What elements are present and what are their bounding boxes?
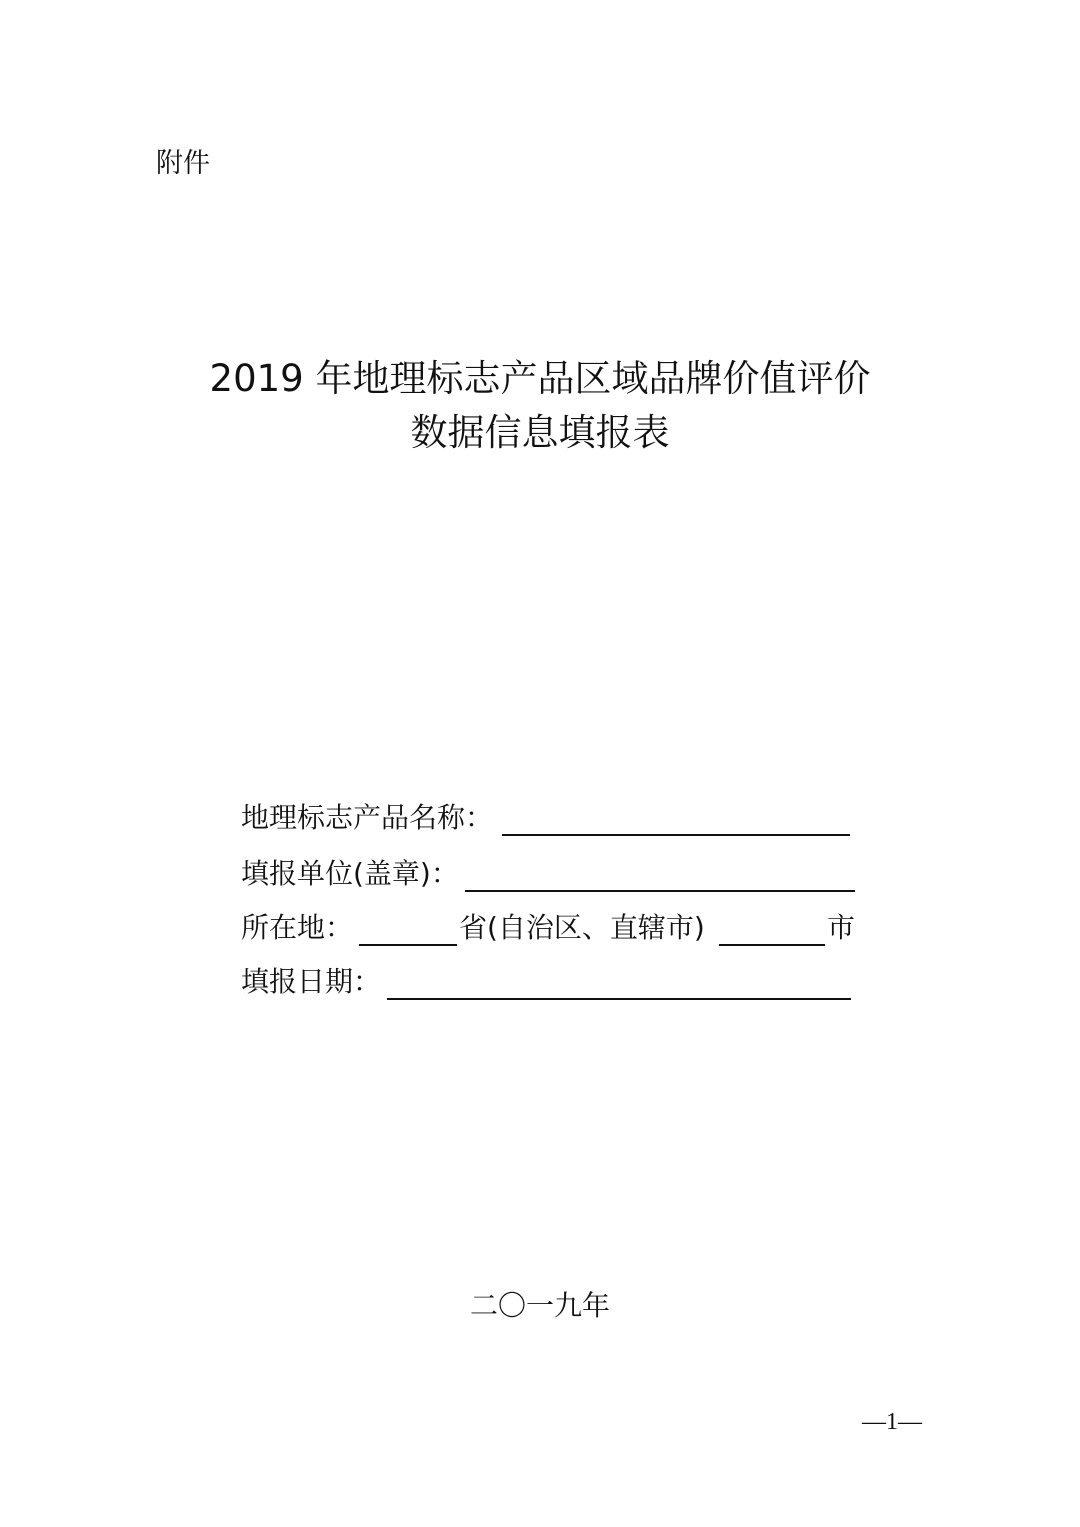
reporting-unit-blank[interactable] [465,890,855,892]
report-date-label: 填报日期： [241,965,382,998]
reporting-unit-label: 填报单位(盖章)： [241,857,459,890]
location-province-blank[interactable] [359,944,457,946]
report-date-blank[interactable] [387,998,851,1000]
location-city-text: 市 [827,911,856,944]
page-number: —1— [862,1409,922,1435]
document-title-line-2: 数据信息填报表 [410,411,670,454]
location-label: 所在地： [241,911,354,944]
location-city-blank[interactable] [719,944,825,946]
year-text: 二〇一九年 [469,1289,610,1322]
document-title-line-1: 2019 年地理标志产品区域品牌价值评价 [209,357,871,400]
attachment-label: 附件 [156,148,210,179]
location-province-text: 省(自治区、直辖市) [459,911,705,944]
product-name-blank[interactable] [502,834,850,836]
product-name-label: 地理标志产品名称： [241,801,494,834]
